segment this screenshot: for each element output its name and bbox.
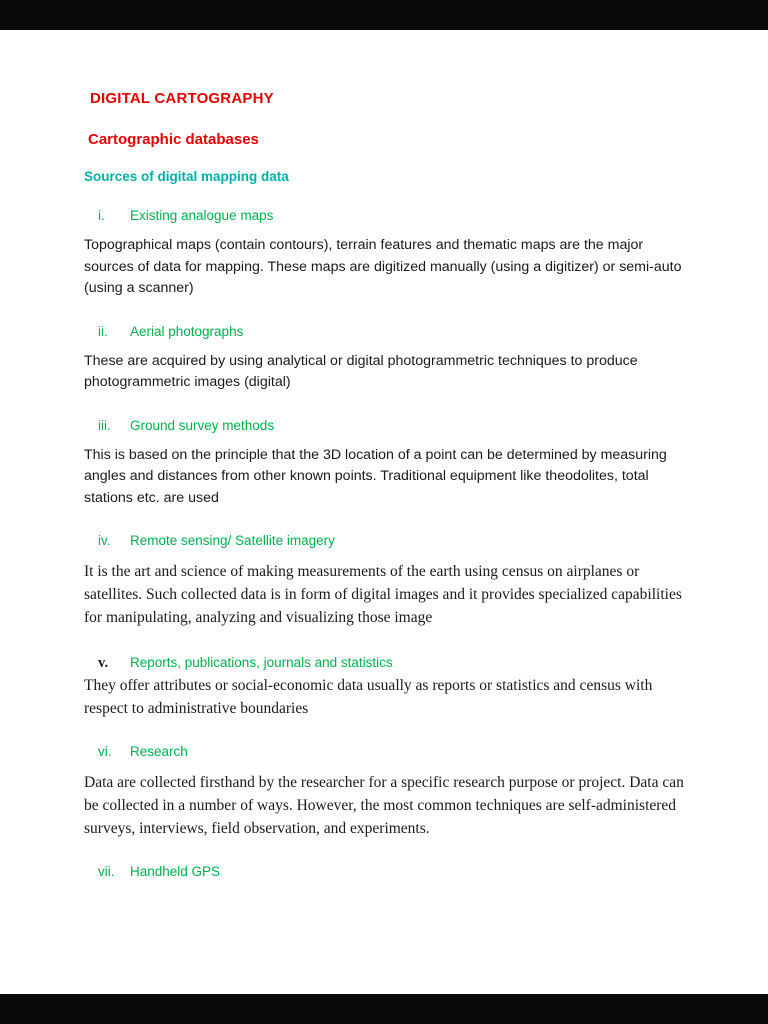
item-numeral: vi.: [98, 744, 112, 759]
item-numeral: vii.: [98, 864, 115, 879]
list-item-heading: [84, 324, 684, 339]
page-title: DIGITAL CARTOGRAPHY: [90, 90, 274, 107]
item-label: Research: [130, 744, 188, 759]
item-body: Data are collected firsthand by the researcher for a specific research purpose or project. Data can be collected in a number of ways. However, the most common techniques are self-administered surveys, interviews, field observation, and experiments.: [84, 774, 684, 837]
item-numeral: v.: [98, 655, 109, 671]
item-numeral: iii.: [98, 417, 111, 433]
item-body: This is based on the principle that the 3D location of a point can be determined by measuring angles and distances from other known points. Traditional equipment like theodolites, total stations etc. are used: [84, 446, 667, 506]
list-item-heading: [84, 864, 684, 879]
list-item-heading: [84, 655, 684, 672]
item-label: Handheld GPS: [130, 864, 221, 879]
item-body: It is the art and science of making measurements of the earth using census on airplanes or satellites. Such collected data is in form of digital images and it provides specialized capabilities for manipulating, analyzing and visualizing those image: [84, 563, 682, 626]
list-item-heading: [84, 208, 684, 223]
item-label: Reports, publications, journals and statistics: [130, 655, 393, 670]
list-item-heading: [84, 744, 684, 759]
item-numeral: i.: [98, 208, 105, 223]
item-numeral: iv.: [98, 533, 111, 548]
item-label: Aerial photographs: [130, 323, 244, 339]
item-body: Topographical maps (contain contours), terrain features and thematic maps are the major sources of data for mapping. These maps are digitized manually (using a digitizer) or semi-auto (using a scanner): [84, 237, 682, 296]
item-label: Ground survey methods: [130, 417, 275, 433]
item-body: These are acquired by using analytical or digital photogrammetric techniques to produce photogrammetric images (digital): [84, 352, 638, 390]
viewer-top-bar: [0, 0, 768, 30]
section-heading: Sources of digital mapping data: [84, 169, 289, 184]
viewer-bottom-bar: [0, 994, 768, 1024]
item-numeral: ii.: [98, 323, 108, 339]
item-label: Remote sensing/ Satellite imagery: [130, 533, 335, 548]
page-subtitle: Cartographic databases: [88, 131, 259, 148]
document-page: [0, 30, 768, 994]
list-item-heading: [84, 533, 684, 548]
item-label: Existing analogue maps: [130, 208, 274, 223]
list-item-heading: [84, 418, 684, 433]
item-body: They offer attributes or social-economic data usually as reports or statistics and census with respect to administrative boundaries: [84, 677, 653, 717]
